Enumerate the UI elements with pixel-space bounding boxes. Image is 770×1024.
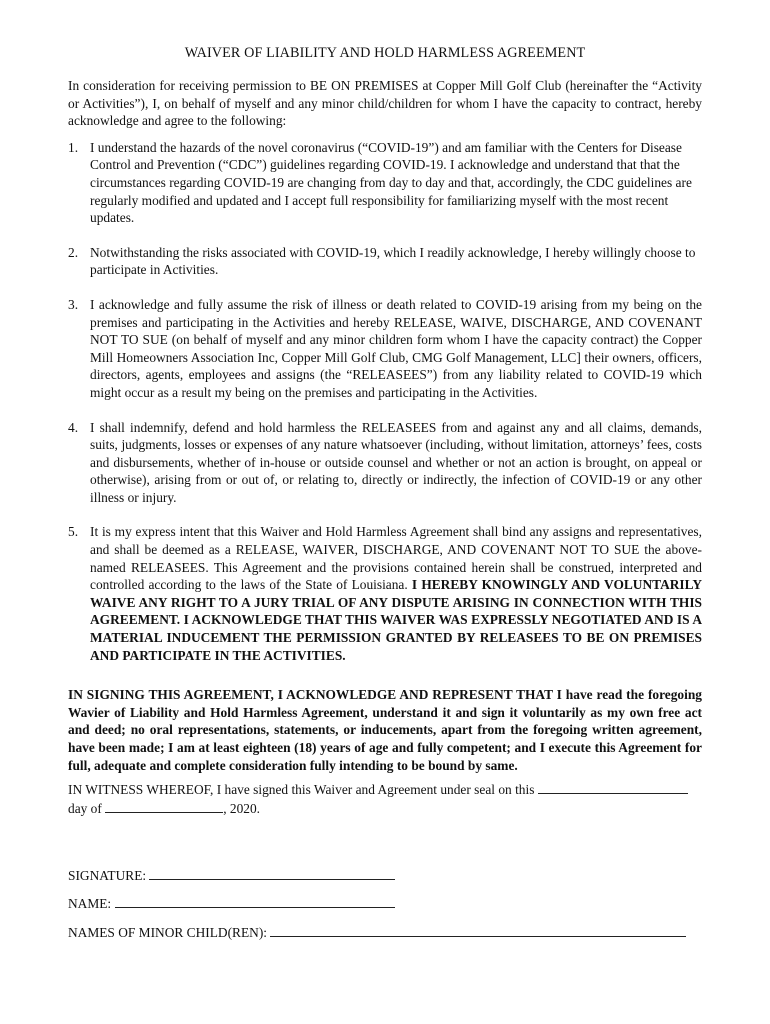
name-row [68,894,395,912]
term-number: 3. [68,296,79,312]
minors-label: NAMES OF MINOR CHILD(REN): [68,925,268,940]
waiver-document [68,44,702,817]
term-item-5 [68,523,702,664]
term-text: I shall indemnify, defend and hold harmless the RELEASEES from and against any and all claims, demands, suits, judgments, losses or expenses of any nature whatsoever (including, without limitation, attorneys’ fees, costs and disbursements, whether of in-house or outside counsel and whether or not an action is brought, on appeal or otherwise), arising from or out of, or relating to, directly or indirectly, the infection of COVID-19 or any other illness or injury. [90,419,702,505]
day-of-label: day of [68,800,102,816]
jury-waiver-text: I HEREBY KNOWINGLY AND VOLUNTARILY WAIVE ANY RIGHT TO A JURY TRIAL OF ANY DISPUTE ARISING IN CONNECTION WITH THIS AGREEMENT. I ACKNOWLEDGE THAT THIS WAIVER WAS EXPRESSLY NEGOTIATED AND IS A MATERIAL INDUCEMENT THE PERMISSION GRANTED BY RELEASEES TO BE ON PREMISES AND PARTICIPATE IN THE ACTIVITIES. [90,577,702,663]
term-item-2 [68,244,702,279]
term-number: 4. [68,419,79,435]
witness-text: IN WITNESS WHEREOF, I have signed this Waiver and Agreement under seal on this [68,782,535,798]
acknowledgement-paragraph: IN SIGNING THIS AGREEMENT, I ACKNOWLEDGE AND REPRESENT THAT I have read the foregoing Wavier of Liability and Hold Harmless Agreement, understand it and sign it voluntarily as my own free act and deed; no oral representations, statements, or inducements, apart from the foregoing written agreement, have been made; I am at least eighteen (18) years of age and fully competent; and I execute this Agreement for full, adequate and complete consideration fully intending to be bound by same. [68,687,702,773]
document-title: WAIVER OF LIABILITY AND HOLD HARMLESS AGREEMENT [184,45,586,61]
term-number: 1. [68,139,79,155]
name-field[interactable] [115,894,395,908]
term-text: It is my express intent that this Waiver and Hold Harmless Agreement shall bind any assigns and representatives, and shall be deemed as a RELEASE, WAIVER, DISCHARGE, AND COVENANT NOT TO SUE the above-named RELEASEES. This Agreement and the provisions contained herein shall be construed, interpreted and controlled according to the laws of the State of Louisiana. [90,524,702,593]
year-text: , 2020. [223,800,261,816]
minors-row [68,923,686,941]
term-item-3 [68,296,702,402]
date-day-blank[interactable] [538,780,688,794]
terms-list [68,139,702,664]
month-blank[interactable] [105,799,223,813]
signature-field[interactable] [149,866,395,880]
signature-label: SIGNATURE: [68,868,147,883]
witness-paragraph [68,780,702,817]
term-item-4 [68,419,702,507]
term-text: Notwithstanding the risks associated with COVID-19, which I readily acknowledge, I hereby willingly choose to participate in Activities. [90,244,696,278]
term-text: I understand the hazards of the novel coronavirus (“COVID-19”) and am familiar with the Centers for Disease Control and Prevention (“CDC”) guidelines regarding COVID-19. I acknowledge and understand that that the circumstances regarding COVID-19 are changing from day to day and that, accordingly, the CDC guidelines are regularly modified and updated and I accept full responsibility for familiarizing myself with the most recent updates. [90,139,692,226]
signature-row [68,866,395,884]
term-number: 2. [68,244,79,260]
name-label: NAME: [68,896,112,911]
term-text: I acknowledge and fully assume the risk of illness or death related to COVID-19 arising from my being on the premises and participating in the Activities and hereby RELEASE, WAIVE, DISCHARGE, AND COVENANT NOT TO SUE (on behalf of myself and any minor children form whom I have the capacity contract) the Copper Mill Homeowners Association Inc, Copper Mill Golf Club, CMG Golf Management, LLC] their owners, officers, directors, agents, employees and assigns (the “RELEASEES”) from any liability related to COVID-19 which might occur as a result my being on the premises and participating in the Activities. [90,296,702,400]
term-item-1 [68,139,702,227]
intro-paragraph: In consideration for receiving permission to BE ON PREMISES at Copper Mill Golf Club (hereinafter the “Activity or Activities”), I, on behalf of myself and any minor child/children for whom I have the capacity to contract, hereby acknowledge and agree to the following: [68,78,702,129]
minors-field[interactable] [270,923,686,937]
term-number: 5. [68,524,79,540]
